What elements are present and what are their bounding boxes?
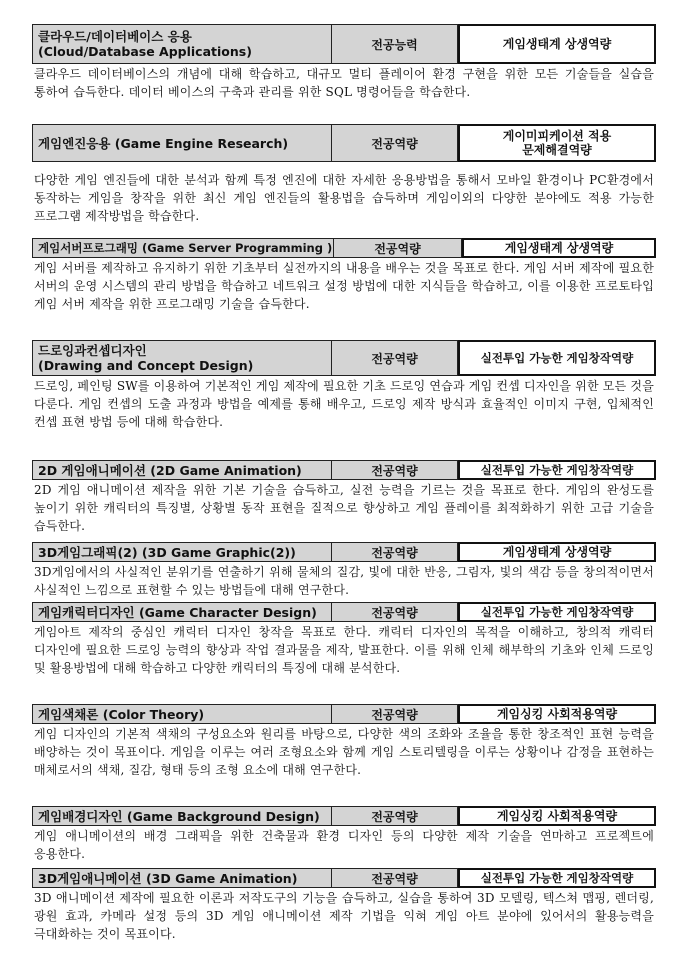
course-description: 게임 애니메이션의 배경 그래픽을 위한 건축물과 환경 디자인 등의 다양한 제작 기술을 연마하고 프로젝트에 응용한다. (34, 829, 654, 861)
course-goal (458, 602, 656, 622)
course-goal-line: 게임싱킹 사회적용역량 (496, 707, 618, 721)
course-goal-line: 실전투입 가능한 게임창작역량 (480, 351, 634, 365)
course-title-korean: 클라우드/데이터베이스 응용 (38, 29, 192, 44)
course-description: 3D 애니메이션 제작에 필요한 이론과 저작도구의 기능을 습득하고, 실습을 통하여 3D 모델링, 텍스쳐 맵핑, 렌더링, 광원 효과, 카메라 설정 등의 3D 게임 애니메이션 제작 기법을 익혀 게임 아트 분야에 있어서의 활용능력을 극대화하는 것이 목표이다. (34, 891, 654, 941)
course-goal (458, 124, 656, 162)
course-description: 2D 게임 애니메이션 제작을 위한 기본 기술을 습득하고, 실전 능력을 기르는 것을 목표로 한다. 게임의 완성도를 높이기 위한 캐릭터의 특징별, 상황별 동작 표현을 질적으로 향상하고 게임 플레이를 최적화하기 위한 고급 기술을 습득한다. (34, 483, 654, 533)
course-goal-line: 게임생태계 상생역량 (502, 37, 612, 51)
course-type: 전공역량 (332, 868, 458, 888)
course-title (32, 238, 334, 258)
course-title (32, 602, 332, 622)
course-block (32, 602, 656, 677)
course-type: 전공역량 (332, 602, 458, 622)
course-title (32, 806, 332, 826)
course-goal (458, 704, 656, 724)
course-type: 전공역량 (332, 124, 458, 162)
course-block (32, 542, 656, 599)
course-block (32, 704, 656, 779)
course-goal-line: 게임생태계 상생역량 (504, 241, 614, 255)
course-block (32, 868, 656, 943)
course-title (32, 460, 332, 480)
course-description: 게임 서버를 제작하고 유지하기 위한 기초부터 실전까지의 내용을 배우는 것을 목표로 한다. 게임 서버 제작에 필요한 서버의 운영 시스템의 관리 방법을 학습하고 네트워크 설정 방법에 대한 지식들을 학습하고, 이를 이용한 프로토타입 게임 서버 제작을 위한 프로그래밍 기술을 습득한다. (34, 261, 654, 311)
course-goal (458, 542, 656, 562)
course-type: 전공역량 (332, 542, 458, 562)
course-description: 다양한 게임 엔진들에 대한 분석과 함께 특정 엔진에 대한 자세한 응용방법을 통해서 모바일 환경이나 PC환경에서 동작하는 게임을 창작을 위한 최신 게임 엔진들의 활용법을 습득하며 게임이외의 다양한 분야에도 적용 가능한 프로그램 제작방법을 학습한다. (34, 173, 654, 223)
course-title (32, 704, 332, 724)
course-block (32, 238, 656, 313)
course-description: 게임아트 제작의 중심인 캐릭터 디자인 창작을 목표로 한다. 캐릭터 디자인의 목적을 이해하고, 창의적 캐릭터 디자인에 필요한 드로잉 능력의 향상과 작업 결과물을 제작, 발표한다. 이를 위해 인체 해부학의 기초와 인체 드로잉 및 활용방법에 대해 학습하고 다양한 캐릭터의 특징에 대해 분석한다. (34, 625, 654, 675)
course-goal-line: 게임싱킹 사회적용역량 (496, 809, 618, 823)
course-block (32, 340, 656, 431)
course-description: 게임 디자인의 기본적 색채의 구성요소와 원리를 바탕으로, 다양한 색의 조화와 조율을 통한 창조적인 표현 능력을 배양하는 것이 목표이다. 게임을 이루는 여러 조형요소와 함께 게임 스토리텔링을 이루는 상황이나 감정을 표현하는 매체로서의 색채, 질감, 형태 등의 조형 요소에 대해 연구한다. (34, 727, 654, 777)
course-title-english: (Drawing and Concept Design) (38, 358, 254, 373)
course-goal (458, 460, 656, 480)
course-title (32, 24, 332, 64)
course-goal-line: 게임생태계 상생역량 (502, 545, 612, 559)
course-title-korean: 드로잉과컨셉디자인 (38, 343, 147, 358)
course-goal-line: 실전투입 가능한 게임창작역량 (480, 463, 634, 477)
course-goal (462, 238, 656, 258)
course-type: 전공역량 (332, 340, 458, 376)
course-goal (458, 868, 656, 888)
course-title (32, 542, 332, 562)
course-description: 드로잉, 페인팅 SW를 이용하여 기본적인 게임 제작에 필요한 기초 드로잉 연습과 게임 컨셉 디자인을 위한 모든 것을 다룬다. 게임 컨셉의 도출 과정과 방법을 예제를 통해 배우고, 드로잉 제작 방식과 효율적인 이미지 구현, 입체적인 컨셉 표현 방법 등에 대해 학습한다. (34, 379, 654, 429)
course-type: 전공역량 (332, 704, 458, 724)
course-block (32, 24, 656, 101)
course-title-korean: 게임캐릭터디자인 (Game Character Design) (38, 604, 317, 620)
course-goal-line: 실전투입 가능한 게임창작역량 (480, 871, 634, 885)
course-title (32, 124, 332, 162)
course-block (32, 806, 656, 863)
course-title-english: (Cloud/Database Applications) (38, 44, 252, 59)
course-block (32, 460, 656, 535)
course-title-korean: 게임엔진응용 (Game Engine Research) (38, 135, 289, 151)
course-title-korean: 게임서버프로그래밍 (Game Server Programming ) (38, 240, 333, 255)
course-goal-line: 실전투입 가능한 게임창작역량 (480, 605, 634, 619)
course-goal-line: 게이미피케이션 적용 (502, 129, 612, 143)
course-description: 클라우드 데이터베이스의 개념에 대해 학습하고, 대규모 멀티 플레이어 환경 구현을 위한 모든 기술들을 실습을 통하여 습득한다. 데이터 베이스의 구축과 관리를 위한 SQL 명령어들을 학습한다. (34, 67, 654, 99)
course-title-korean: 3D게임애니메이션 (3D Game Animation) (38, 870, 298, 886)
course-goal (458, 24, 656, 64)
course-goal (458, 340, 656, 376)
course-type: 전공능력 (332, 24, 458, 64)
course-title-korean: 2D 게임애니메이션 (2D Game Animation) (38, 462, 302, 478)
course-title (32, 340, 332, 376)
course-title-korean: 3D게임그래픽(2) (3D Game Graphic(2)) (38, 544, 296, 560)
course-description: 3D게임에서의 사실적인 분위기를 연출하기 위해 물체의 질감, 빛에 대한 반응, 그림자, 빛의 색감 등을 창의적이면서 사실적인 느낌으로 표현할 수 있는 방법들에 대해 연구한다. (34, 565, 654, 597)
course-type: 전공역량 (334, 238, 462, 258)
course-goal (458, 806, 656, 826)
course-goal-line: 문제해결역량 (522, 143, 592, 157)
course-block (32, 124, 656, 225)
course-type: 전공역량 (332, 460, 458, 480)
course-type: 전공역량 (332, 806, 458, 826)
course-title (32, 868, 332, 888)
course-title-korean: 게임배경디자인 (Game Background Design) (38, 808, 320, 824)
course-title-korean: 게임색채론 (Color Theory) (38, 706, 205, 722)
